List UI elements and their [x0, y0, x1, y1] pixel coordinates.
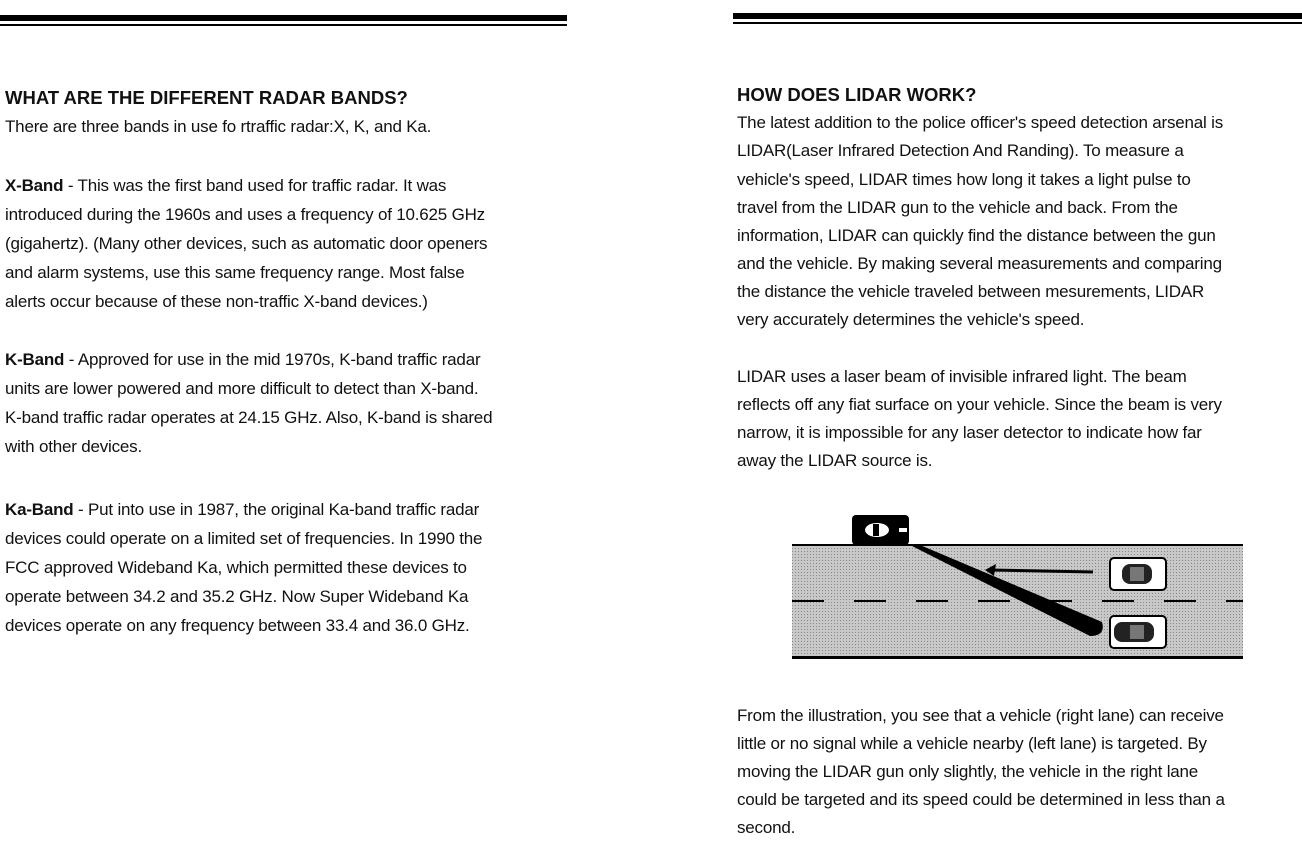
kband-line	[5, 350, 480, 370]
intro-line: There are three bands in use fo rtraffic radar:X, K, and Ka.	[5, 117, 432, 136]
p2-line: away the LIDAR source is.	[737, 451, 933, 470]
section-heading: HOW DOES LIDAR WORK?	[737, 84, 977, 105]
text: - Put into use in 1987, the original Ka-band traffic radar	[73, 500, 480, 519]
term: X-Band	[5, 176, 64, 195]
p3-line: could be targeted and its speed could be determined in less than a	[737, 790, 1225, 809]
p2-line: reflects off any fiat surface on your vehicle. Since the beam is very	[737, 395, 1222, 414]
kband-line: units are lower powered and more difficult to detect than X-band.	[5, 379, 479, 398]
p1-line: the distance the vehicle traveled between mesurements, LIDAR	[737, 282, 1205, 301]
p1-line: LIDAR(Laser Infrared Detection And Randing). To measure a	[737, 141, 1184, 160]
text: - This was the first band used for traffic radar. It was	[63, 176, 447, 195]
text: - Approved for use in the mid 1970s, K-band traffic radar	[64, 350, 481, 369]
p1-line: vehicle's speed, LIDAR times how long it takes a light pulse to	[737, 170, 1191, 189]
kaband-line: devices operate on any frequency between 33.4 and 36.0 GHz.	[5, 616, 470, 635]
header-rule-left-thin	[0, 24, 567, 26]
xband-line: introduced during the 1960s and uses a frequency of 10.625 GHz	[5, 205, 485, 224]
xband-line: alerts occur because of these non-traffic X-band devices.)	[5, 292, 428, 311]
car-right-lane-icon	[1110, 616, 1166, 648]
p1-line: travel from the LIDAR gun to the vehicle and back. From the	[737, 198, 1178, 217]
p1-line: information, LIDAR can quickly find the distance between the gun	[737, 226, 1216, 245]
xband-line: and alarm systems, use this same frequency range. Most false	[5, 263, 465, 282]
kaband-line: devices could operate on a limited set of frequencies. In 1990 the	[5, 529, 483, 548]
p2-line: narrow, it is impossible for any laser detector to indicate how far	[737, 423, 1202, 442]
xband-line	[5, 176, 446, 196]
p1-line: and the vehicle. By making several measurements and comparing	[737, 254, 1222, 273]
header-rule-right-thick	[733, 13, 1302, 19]
term: K-Band	[5, 350, 65, 369]
p3-line: little or no signal while a vehicle nearby (left lane) is targeted. By	[737, 734, 1207, 753]
kaband-line: FCC approved Wideband Ka, which permitted these devices to	[5, 558, 467, 577]
header-rule-left-thick	[0, 15, 567, 21]
p1-line: The latest addition to the police officer's speed detection arsenal is	[737, 113, 1224, 132]
term: Ka-Band	[5, 500, 74, 519]
kaband-line	[5, 500, 479, 520]
p3-line: second.	[737, 818, 796, 837]
p2-line: LIDAR uses a laser beam of invisible infrared light. The beam	[737, 367, 1187, 386]
header-rule-right-thin	[733, 22, 1302, 24]
section-heading: WHAT ARE THE DIFFERENT RADAR BANDS?	[5, 87, 408, 108]
police-car-icon	[852, 515, 909, 545]
lidar-illustration	[780, 500, 1250, 670]
car-left-lane-icon	[1110, 558, 1166, 590]
kaband-line: operate between 34.2 and 35.2 GHz. Now Super Wideband Ka	[5, 587, 469, 606]
p1-line: very accurately determines the vehicle's speed.	[737, 310, 1085, 329]
p3-line: From the illustration, you see that a vehicle (right lane) can receive	[737, 706, 1224, 725]
p3-line: moving the LIDAR gun only slightly, the vehicle in the right lane	[737, 762, 1199, 781]
xband-line: (gigahertz). (Many other devices, such as automatic door openers	[5, 234, 488, 253]
kband-line: with other devices.	[5, 437, 142, 456]
road-edge-bottom	[792, 656, 1243, 659]
kband-line: K-band traffic radar operates at 24.15 GHz. Also, K-band is shared	[5, 408, 493, 427]
